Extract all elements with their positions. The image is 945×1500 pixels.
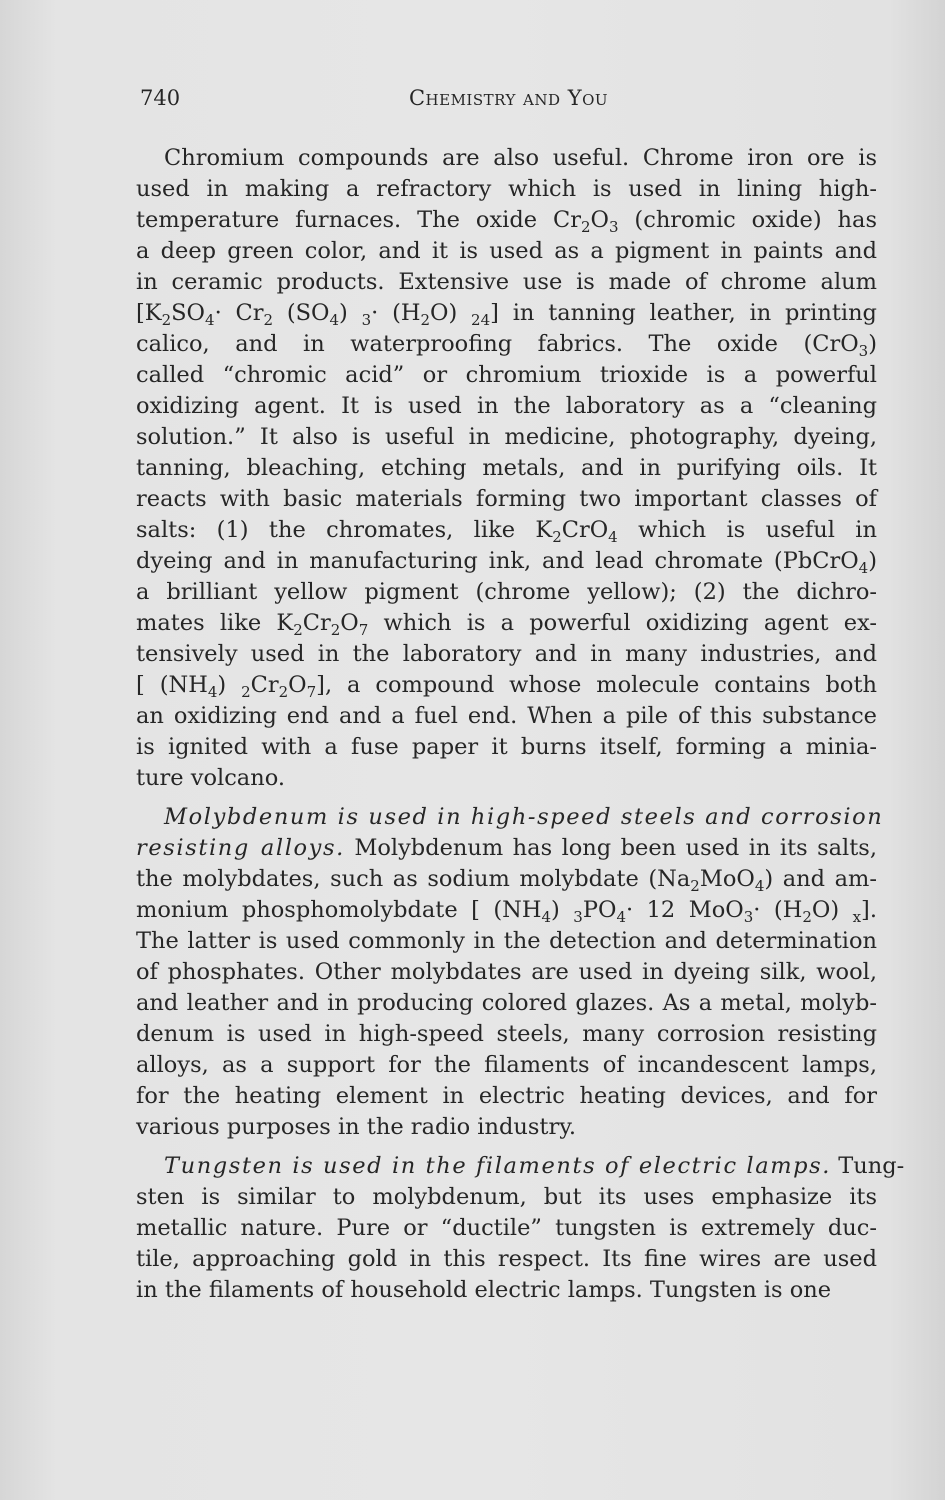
- text-run: for the heating element in electric heating devices, and for: [136, 1083, 877, 1109]
- text-line: [136, 546, 877, 577]
- text-run: Tung-: [831, 1153, 905, 1179]
- subscript: 3: [608, 218, 619, 236]
- text-run: [K: [136, 300, 162, 326]
- text-run: Chromium compounds are also useful. Chrome iron ore is: [164, 145, 877, 171]
- subscript: 3: [858, 342, 869, 360]
- text-run: sten is similar to molybdenum, but its uses emphasize its: [136, 1184, 877, 1210]
- text-run: Cr: [250, 672, 279, 698]
- text-run: metallic nature. Pure or “ductile” tungsten is extremely duc-: [136, 1215, 877, 1241]
- text-run: The latter is used commonly in the detection and determination: [136, 928, 877, 954]
- subscript: 2: [552, 528, 562, 546]
- text-run: tile, approaching gold in this respect. Its fine wires are used: [136, 1246, 877, 1272]
- text-run: ): [551, 897, 574, 923]
- text-run: [ (NH: [136, 672, 208, 698]
- paragraph-spacer: [136, 794, 877, 802]
- text-run: ture volcano.: [136, 765, 286, 791]
- text-line: [136, 391, 877, 422]
- text-run: · Cr: [214, 300, 264, 326]
- subscript: 4: [616, 908, 626, 926]
- text-line: [136, 298, 877, 329]
- text-line: [136, 926, 877, 957]
- text-run: O: [590, 207, 609, 233]
- text-line: [136, 1213, 877, 1244]
- text-line: [136, 360, 877, 391]
- text-run: salts: (1) the chromates, like K: [136, 517, 553, 543]
- subscript: 2: [420, 311, 431, 329]
- section-lead-in: Molybdenum is used in high-speed steels and corrosion: [164, 804, 884, 830]
- subscript: 4: [541, 908, 552, 926]
- text-line: [136, 864, 877, 895]
- page-number: 740: [140, 86, 181, 110]
- text-line: [136, 833, 877, 864]
- text-run: dyeing and in manufacturing ink, and lead chromate (PbCrO: [136, 548, 859, 574]
- text-run: PO: [582, 897, 617, 923]
- text-line: [136, 895, 877, 926]
- text-run: CrO: [561, 517, 609, 543]
- text-line: [136, 515, 877, 546]
- text-line: [136, 802, 884, 833]
- text-line: [136, 1112, 877, 1143]
- text-run: denum is used in high-speed steels, many corrosion resisting: [136, 1021, 877, 1047]
- text-line: [136, 608, 877, 639]
- text-line: [136, 205, 877, 236]
- text-line: [136, 1081, 877, 1112]
- text-line: [136, 267, 877, 298]
- text-run: Cr: [302, 610, 331, 636]
- text-run: oxidizing agent. It is used in the laboratory as a “cleaning: [136, 393, 877, 419]
- text-line: [136, 236, 877, 267]
- subscript: x: [852, 908, 862, 926]
- text-run: reacts with basic materials forming two important classes of: [136, 486, 877, 512]
- text-run: a deep green color, and it is used as a pigment in paints and: [136, 238, 877, 264]
- text-line: [136, 453, 877, 484]
- text-run: O): [811, 897, 853, 923]
- paragraph: [136, 802, 884, 1143]
- text-line: [136, 1244, 877, 1275]
- text-run: · 12 MoO: [625, 897, 744, 923]
- text-run: a brilliant yellow pigment (chrome yellow); (2) the dichro-: [136, 579, 877, 605]
- text-run: and leather and in producing colored glazes. As a metal, molyb-: [136, 990, 877, 1016]
- subscript: 2: [330, 621, 341, 639]
- text-run: O: [288, 672, 307, 698]
- text-run: monium phosphomolybdate [ (NH: [136, 897, 542, 923]
- subscript: 4: [207, 683, 218, 701]
- text-run: MoO: [699, 866, 755, 892]
- subscript: 4: [858, 559, 869, 577]
- text-run: in ceramic products. Extensive use is made of chrome alum: [136, 269, 877, 295]
- subscript: 3: [743, 908, 754, 926]
- text-line: [136, 1182, 877, 1213]
- text-run: mates like K: [136, 610, 294, 636]
- paragraph: [136, 143, 877, 794]
- text-run: ): [868, 331, 877, 357]
- text-run: SO: [171, 300, 206, 326]
- subscript: 2: [690, 877, 700, 895]
- text-line: [136, 329, 877, 360]
- text-line: [136, 1275, 877, 1306]
- text-run: an oxidizing end and a fuel end. When a pile of this substance: [136, 703, 877, 729]
- text-line: [136, 1019, 877, 1050]
- text-line: [136, 577, 877, 608]
- text-run: various purposes in the radio industry.: [136, 1114, 577, 1140]
- text-run: ].: [861, 897, 877, 923]
- subscript: 2: [263, 311, 274, 329]
- text-run: ): [868, 548, 877, 574]
- subscript: 2: [802, 908, 812, 926]
- subscript: 4: [329, 311, 340, 329]
- subscript: 4: [608, 528, 618, 546]
- text-run: of phosphates. Other molybdates are used in dyeing silk, wool,: [136, 959, 877, 985]
- text-run: · (H: [753, 897, 803, 923]
- subscript: 2: [278, 683, 289, 701]
- text-run: O): [430, 300, 472, 326]
- subscript: 7: [306, 683, 317, 701]
- text-line: [136, 422, 877, 453]
- subscript: 7: [358, 621, 369, 639]
- text-run: solution.” It also is useful in medicine, photography, dyeing,: [136, 424, 877, 450]
- text-run: tanning, bleaching, etching metals, and in purifying oils. It: [136, 455, 877, 481]
- text-line: [136, 957, 877, 988]
- text-line: [136, 670, 877, 701]
- text-line: [136, 701, 877, 732]
- text-run: called “chromic acid” or chromium trioxide is a powerful: [136, 362, 877, 388]
- page-header: [140, 86, 877, 118]
- text-line: [136, 732, 877, 763]
- text-run: used in making a refractory which is used in lining high-: [136, 176, 877, 202]
- subscript: 2: [161, 311, 172, 329]
- text-run: O: [340, 610, 359, 636]
- subscript: 4: [205, 311, 215, 329]
- text-line: [136, 763, 877, 794]
- subscript: 2: [241, 683, 251, 701]
- text-run: in the filaments of household electric lamps. Tungsten is one: [136, 1277, 832, 1303]
- text-run: (chromic oxide) has: [618, 207, 877, 233]
- subscript: 2: [580, 218, 591, 236]
- subscript: 3: [361, 311, 372, 329]
- section-lead-in: resisting alloys.: [136, 835, 345, 861]
- text-line: [136, 484, 877, 515]
- body-text: [136, 143, 905, 1306]
- subscript: 4: [754, 877, 765, 895]
- paragraph-spacer: [136, 1143, 877, 1151]
- text-run: (SO: [273, 300, 330, 326]
- subscript: 2: [293, 621, 303, 639]
- text-line: [136, 639, 877, 670]
- text-run: is ignited with a fuse paper it burns itself, forming a minia-: [136, 734, 877, 760]
- text-run: ) and am-: [764, 866, 877, 892]
- text-run: calico, and in waterproofing fabrics. The oxide (CrO: [136, 331, 859, 357]
- text-run: ): [339, 300, 362, 326]
- text-run: alloys, as a support for the filaments of incandescent lamps,: [136, 1052, 877, 1078]
- text-line: [136, 143, 877, 174]
- text-run: which is useful in: [617, 517, 877, 543]
- subscript: 24: [471, 311, 491, 329]
- text-line: [136, 1050, 877, 1081]
- running-title: Chemistry and You: [408, 86, 609, 110]
- text-run: Molybdenum has long been used in its salts,: [344, 835, 877, 861]
- text-line: [136, 1151, 905, 1182]
- text-run: ] in tanning leather, in printing: [490, 300, 877, 326]
- paragraph: [136, 1151, 905, 1306]
- text-run: the molybdates, such as sodium molybdate (Na: [136, 866, 691, 892]
- text-line: [136, 174, 877, 205]
- text-run: ): [217, 672, 242, 698]
- text-run: which is a powerful oxidizing agent ex-: [368, 610, 878, 636]
- text-line: [136, 988, 877, 1019]
- section-lead-in: Tungsten is used in the filaments of electric lamps.: [164, 1153, 832, 1179]
- text-run: tensively used in the laboratory and in many industries, and: [136, 641, 877, 667]
- text-run: ], a compound whose molecule contains both: [316, 672, 877, 698]
- subscript: 3: [573, 908, 583, 926]
- text-run: temperature furnaces. The oxide Cr: [136, 207, 581, 233]
- text-run: · (H: [371, 300, 421, 326]
